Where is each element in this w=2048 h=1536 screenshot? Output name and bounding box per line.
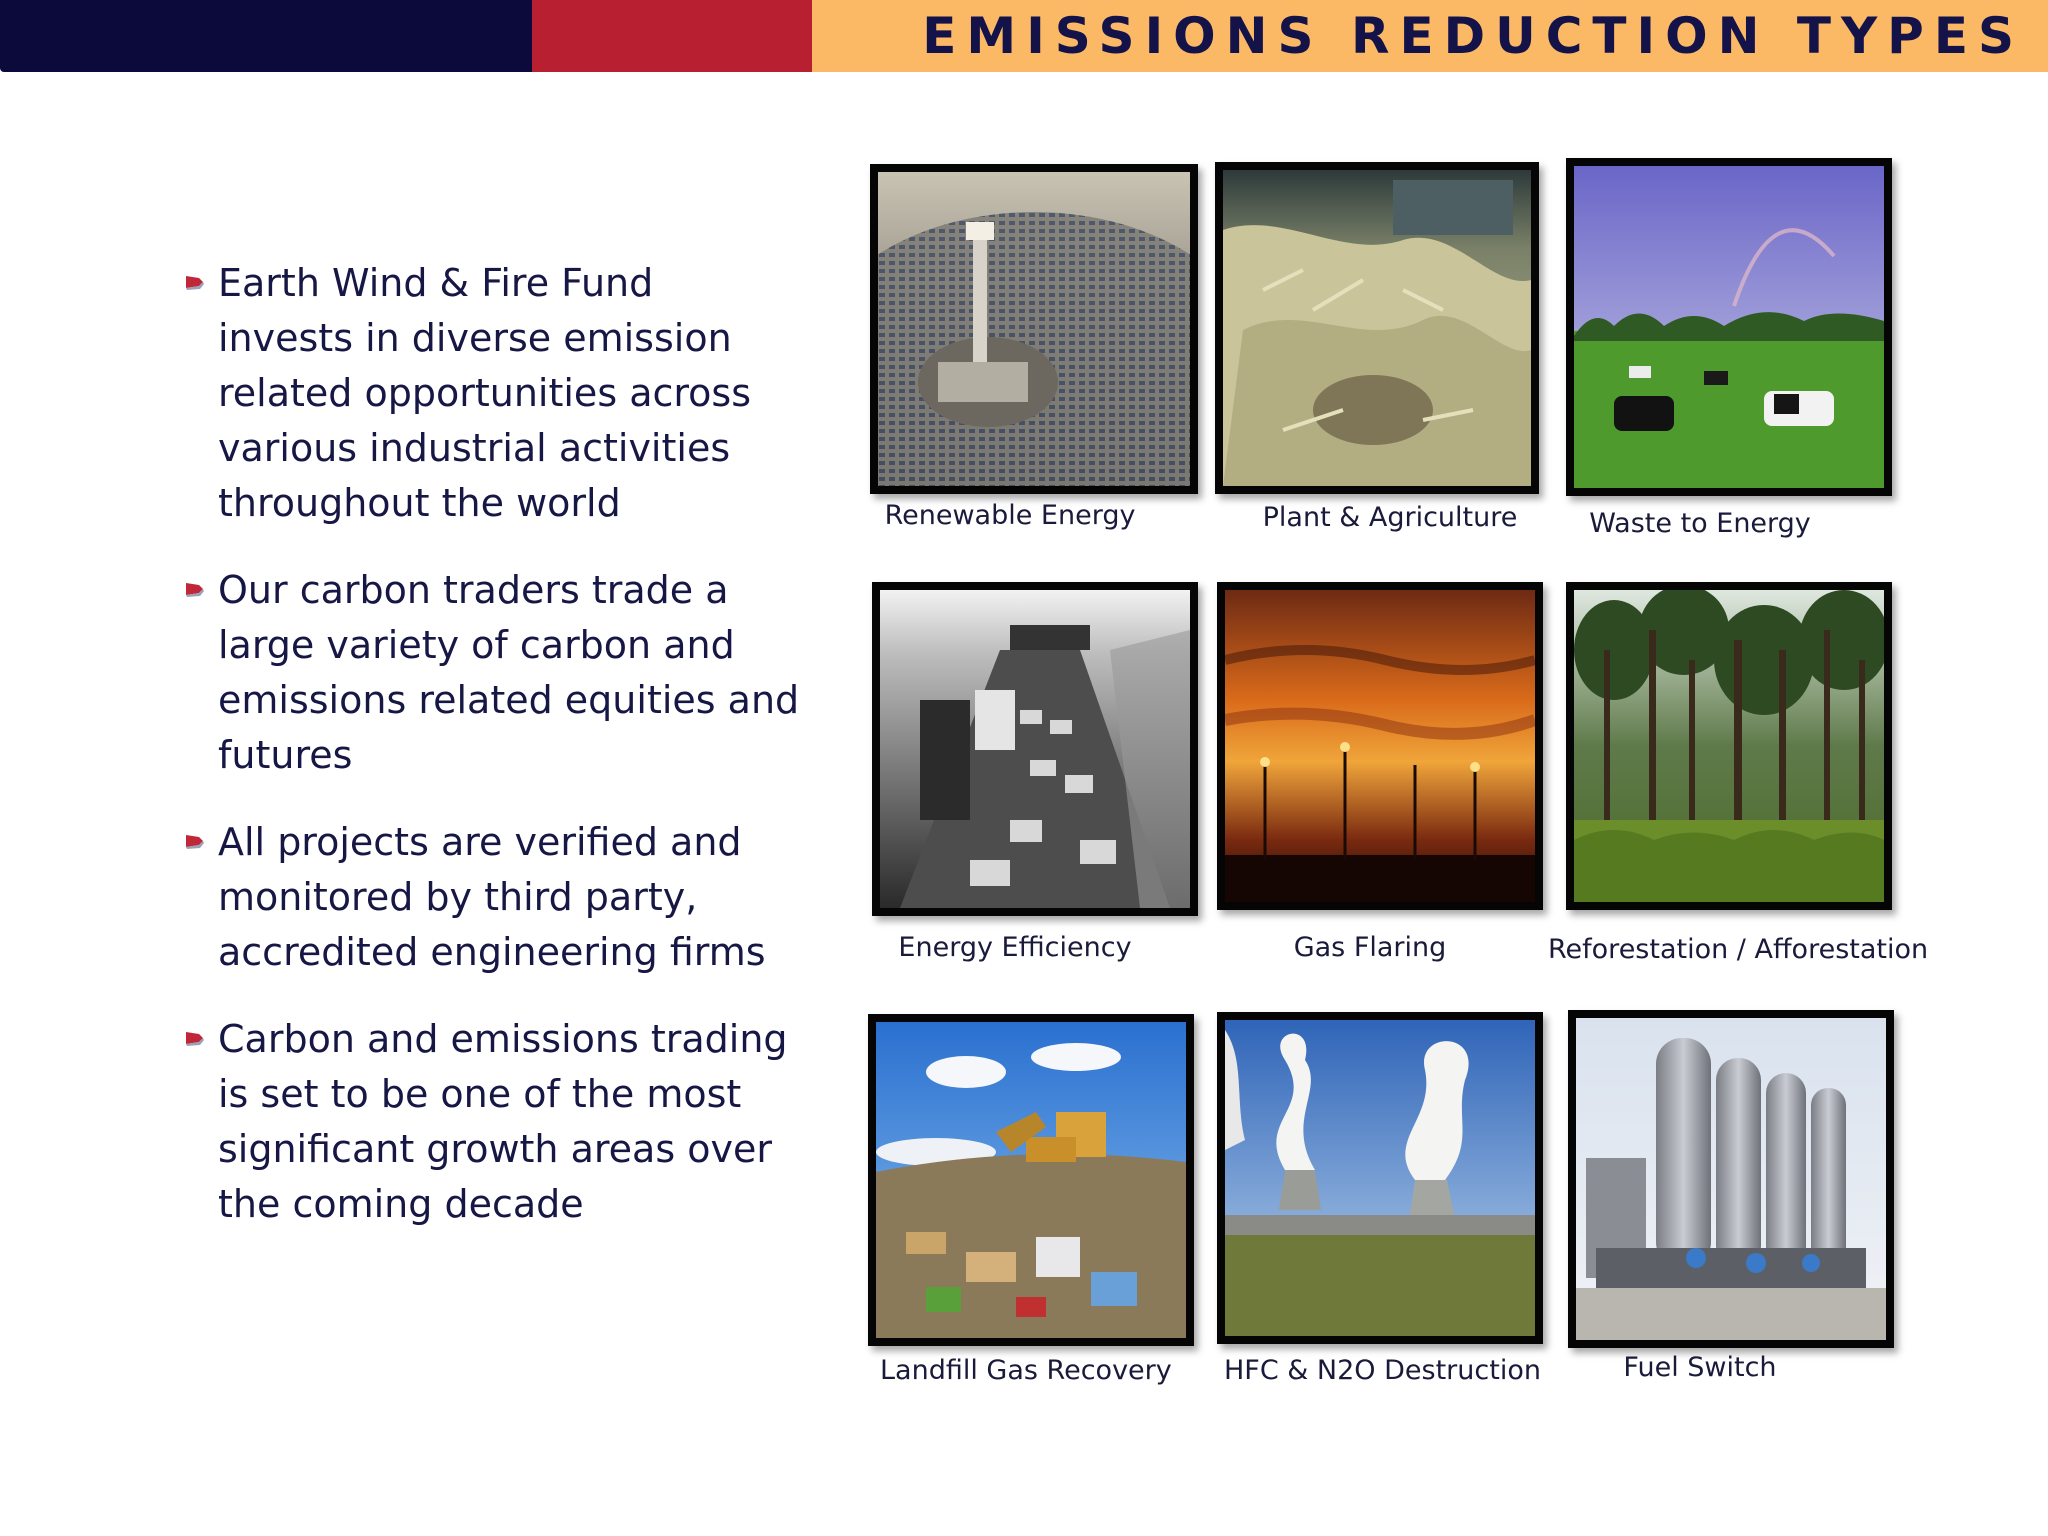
- list-item: [180, 815, 800, 980]
- photo-caption: Gas Flaring: [1293, 932, 1447, 963]
- page-title: EMISSIONS REDUCTION TYPES: [922, 7, 2024, 65]
- flare-photo: [1217, 582, 1543, 910]
- list-item: [180, 563, 800, 783]
- cows-photo: [1566, 158, 1892, 496]
- photo-caption: Energy Efficiency: [898, 932, 1132, 963]
- list-item: [180, 256, 800, 531]
- photo-caption: Reforestation / Afforestation: [1548, 934, 1929, 965]
- photo-caption: Waste to Energy: [1589, 508, 1811, 539]
- photo-caption: Landfill Gas Recovery: [880, 1355, 1172, 1386]
- bullet-list: [180, 256, 800, 1264]
- hay-photo: [1215, 162, 1539, 494]
- bullet-text: Our carbon traders trade a large variety of carbon and emissions related equities and futures: [218, 568, 800, 777]
- gas-plant-photo: [1568, 1010, 1894, 1348]
- cooling-tower-photo: [1217, 1012, 1543, 1344]
- bullet-arrow-icon: [184, 581, 204, 597]
- photo-caption: Fuel Switch: [1623, 1352, 1777, 1383]
- forest-photo: [1566, 582, 1892, 910]
- landfill-photo: [868, 1014, 1194, 1346]
- photo-caption: Renewable Energy: [884, 500, 1136, 531]
- bullet-arrow-icon: [184, 1030, 204, 1046]
- photo-caption: Plant & Agriculture: [1262, 502, 1518, 533]
- list-item: [180, 1012, 800, 1232]
- bullet-text: All projects are verified and monitored by third party, accredited engineering firms: [218, 820, 766, 974]
- photo-caption: HFC & N2O Destruction: [1224, 1355, 1541, 1386]
- solar-tower-photo: [870, 164, 1198, 494]
- bullet-text: Carbon and emissions trading is set to be one of the most significant growth areas over the coming decade: [218, 1017, 788, 1226]
- header-shadow: [0, 0, 2048, 72]
- bullet-text: Earth Wind & Fire Fund invests in diverse emission related opportunities across various industrial activities throughout the world: [218, 261, 752, 525]
- bullet-arrow-icon: [184, 833, 204, 849]
- bullet-arrow-icon: [184, 274, 204, 290]
- highway-photo: [872, 582, 1198, 916]
